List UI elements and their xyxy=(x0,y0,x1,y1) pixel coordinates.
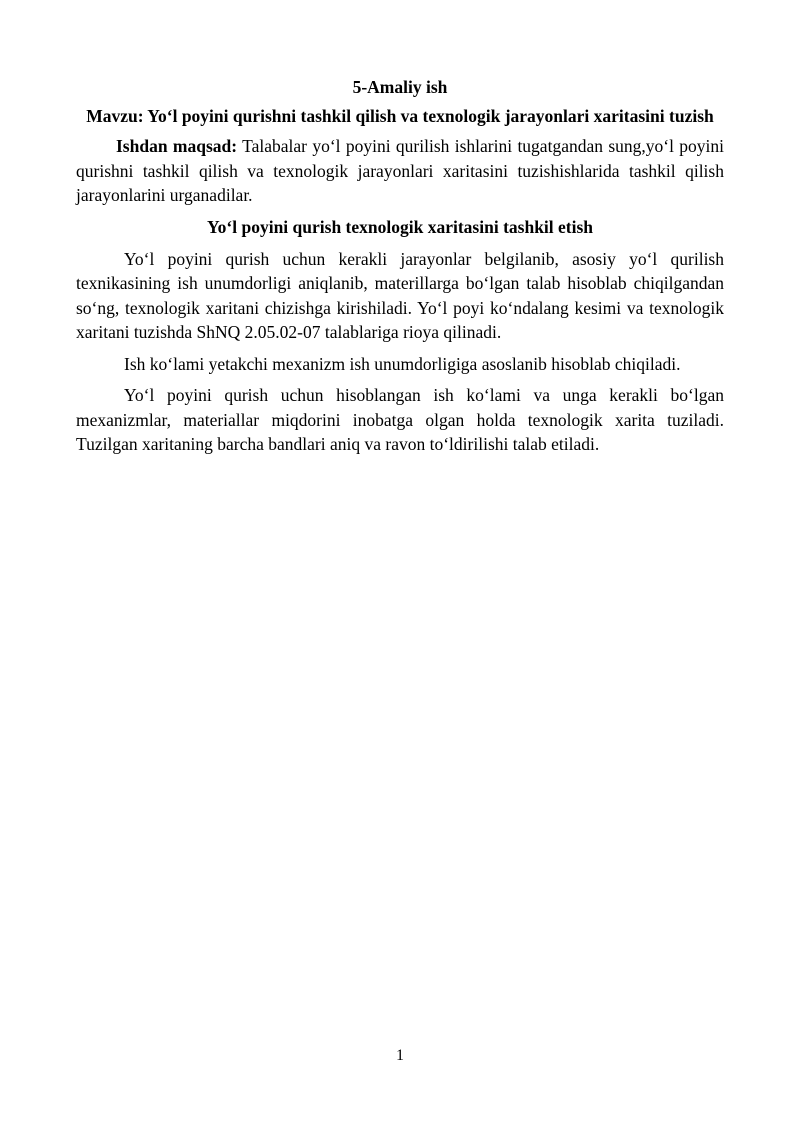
document-title: 5-Amaliy ish xyxy=(352,77,448,97)
body-paragraph-3: Yo‘l poyini qurish uchun hisoblangan ish ko‘lami va unga kerakli bo‘lgan mexanizmlar, materiallar miqdorini inobatga olgan holda texnologik xarita tuziladi. Tuzilgan xaritaning barcha bandlari aniq va ravon to‘ldirilishi talab etiladi. xyxy=(76,385,724,454)
page-number: 1 xyxy=(396,1047,404,1064)
goal-text: Talabalar yo‘l poyini qurilish ishlarini tugatgandan sung,yo‘l poyini qurishni tashkil qilish va texnologik jarayonlari xaritasini tuzishishlarida tashkil qilish jarayonlarini urganadilar. xyxy=(76,136,725,205)
goal-label: Ishdan maqsad: xyxy=(116,136,238,156)
document-page xyxy=(76,74,724,464)
goal-paragraph xyxy=(76,134,724,208)
body-paragraph-2: Ish ko‘lami yetakchi mexanizm ish unumdorligiga asoslanib hisoblab chiqiladi. xyxy=(124,353,681,374)
section-heading: Yo‘l poyini qurish texnologik xaritasini tashkil etish xyxy=(206,216,594,237)
body-paragraph-1: Yo‘l poyini qurish uchun kerakli jarayonlar belgilanib, asosiy yo‘l qurilish texnikasining ish unumdorligi aniqlanib, materillarga bo‘lgan talab hisoblab chiqilgandan so‘ng, texnologik xaritani chizishga kirishiladi. Yo‘l poyi ko‘ndalang kesimi va texnologik xaritani tuzishda ShNQ 2.05.02-07 talablariga rioya qilinadi. xyxy=(76,248,724,342)
document-subject: Mavzu: Yo‘l poyini qurishni tashkil qilish va texnologik jarayonlari xaritasini tuzish xyxy=(86,106,714,126)
